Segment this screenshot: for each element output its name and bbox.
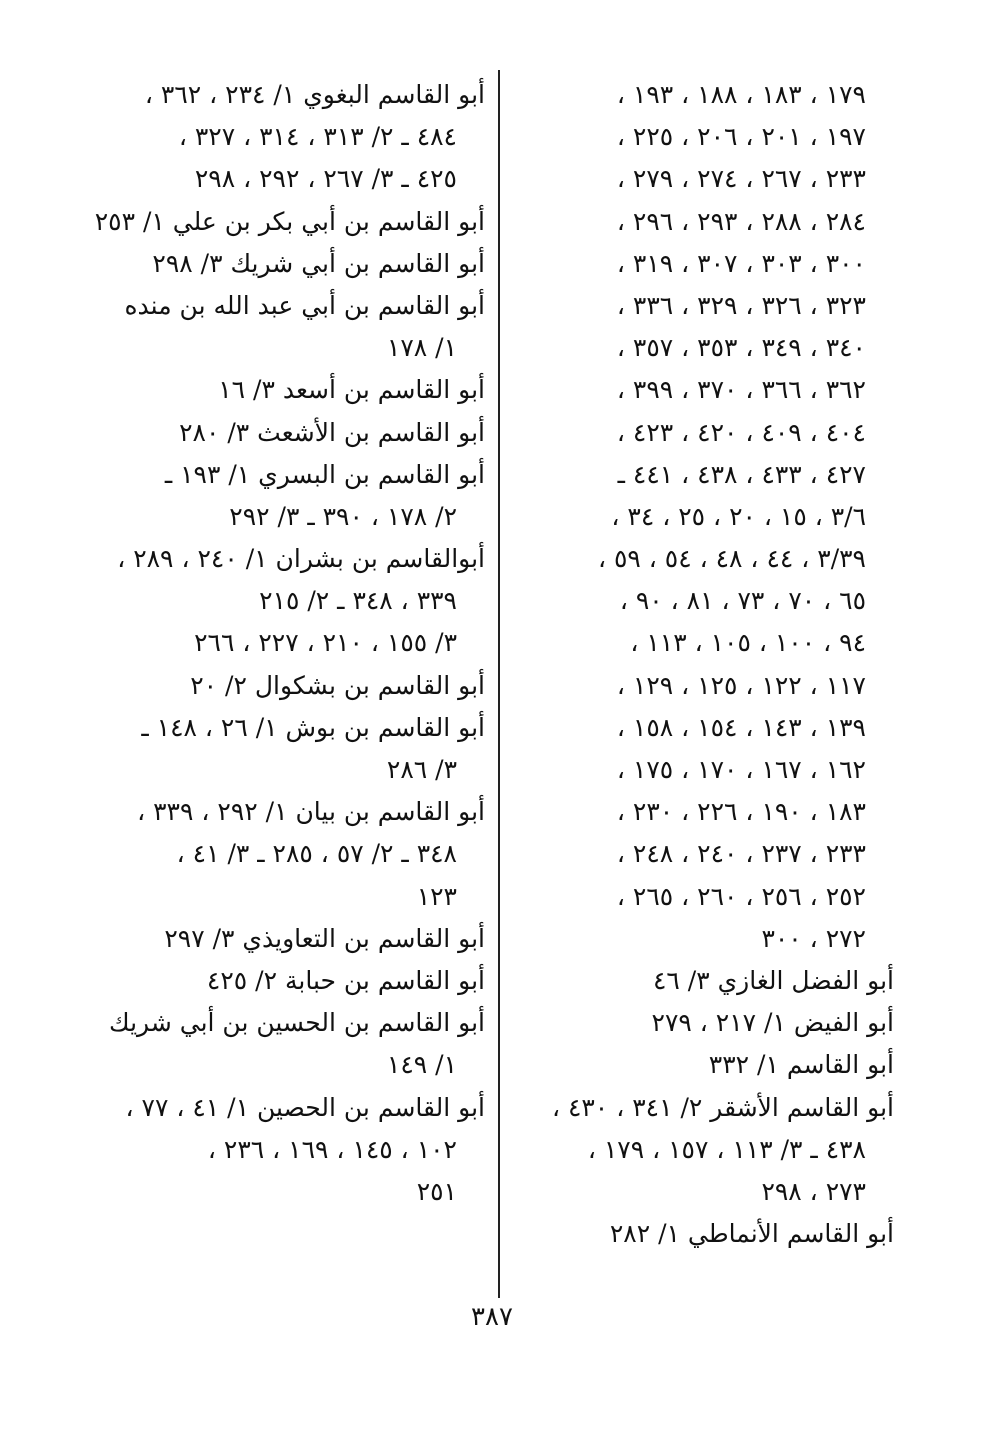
index-entry: أبو الفيض ١/ ٢١٧ ، ٢٧٩: [651, 1008, 894, 1038]
index-entry: أبو القاسم بن أبي عبد الله بن منده: [124, 290, 485, 320]
index-entry: أبو القاسم بن أسعد ٣/ ١٦: [218, 375, 485, 405]
index-line: ١/ ١٤٩: [386, 1050, 457, 1080]
index-entry: أبو القاسم بن بيان ١/ ٢٩٢ ، ٣٣٩ ،: [137, 797, 485, 827]
index-line: ٣/٦ ، ١٥ ، ٢٠ ، ٢٥ ، ٣٤ ،: [611, 501, 866, 531]
index-line: ٤٢٥ ـ ٣/ ٢٦٧ ، ٢٩٢ ، ٢٩٨: [194, 164, 457, 194]
index-line: ٣٣٩ ، ٣٤٨ ـ ٢/ ٢١٥: [259, 586, 457, 616]
index-entry: أبوالقاسم بن بشران ١/ ٢٤٠ ، ٢٨٩ ،: [117, 544, 485, 574]
index-entry: أبو القاسم ١/ ٣٣٢: [708, 1050, 894, 1080]
index-entry: أبو القاسم بن حبابة ٢/ ٤٢٥: [206, 965, 485, 995]
index-entry: أبو القاسم بن أبي شريك ٣/ ٢٩٨: [152, 248, 485, 278]
index-entry: أبو القاسم بن التعاويذي ٣/ ٢٩٧: [164, 923, 485, 953]
index-entry: أبو الفضل الغازي ٣/ ٤٦: [652, 965, 894, 995]
index-entry: أبو القاسم بن بوش ١/ ٢٦ ، ١٤٨ ـ: [141, 712, 485, 742]
index-line: ٦٥ ، ٧٠ ، ٧٣ ، ٨١ ، ٩٠ ،: [619, 586, 866, 616]
index-line: ١١٧ ، ١٢٢ ، ١٢٥ ، ١٢٩ ،: [616, 670, 866, 700]
index-line: ١٦٢ ، ١٦٧ ، ١٧٠ ، ١٧٥ ،: [616, 755, 866, 784]
index-line: ٢٣٣ ، ٢٣٧ ، ٢٤٠ ، ٢٤٨ ،: [616, 839, 866, 869]
index-line: ١٧٩ ، ١٨٣ ، ١٨٨ ، ١٩٣ ،: [616, 80, 866, 109]
index-line: ٣٦٢ ، ٣٦٦ ، ٣٧٠ ، ٣٩٩ ،: [616, 375, 866, 405]
index-line: ٣/٣٩ ، ٤٤ ، ٤٨ ، ٥٤ ، ٥٩ ،: [597, 544, 866, 574]
index-line: ٩٤ ، ١٠٠ ، ١٠٥ ، ١١٣ ،: [630, 628, 866, 658]
index-line: ٤٠٤ ، ٤٠٩ ، ٤٢٠ ، ٤٢٣ ،: [616, 417, 866, 447]
index-entry: أبو القاسم الأنماطي ١/ ٢٨٢: [609, 1219, 894, 1249]
index-line: ١٨٣ ، ١٩٠ ، ٢٢٦ ، ٢٣٠ ،: [616, 797, 866, 827]
index-line: ١٩٧ ، ٢٠١ ، ٢٠٦ ، ٢٢٥ ،: [616, 122, 866, 152]
index-line: ٢٨٤ ، ٢٨٨ ، ٢٩٣ ، ٢٩٦ ،: [616, 206, 866, 236]
index-entry: أبو القاسم الأشقر ٢/ ٣٤١ ، ٤٣٠ ،: [551, 1092, 894, 1122]
index-line: ١/ ١٧٨: [386, 333, 457, 363]
index-line: ٣٠٠ ، ٣٠٣ ، ٣٠٧ ، ٣١٩ ،: [616, 248, 866, 278]
page-number: ٣٨٧: [471, 1302, 513, 1332]
index-line: ٢/ ١٧٨ ، ٣٩٠ ـ ٣/ ٢٩٢: [229, 501, 457, 531]
index-line: ٣/ ٢٨٦: [386, 755, 457, 784]
right-index-column: [505, 74, 894, 1255]
index-line: ٤٣٨ ـ ٣/ ١١٣ ، ١٥٧ ، ١٧٩ ،: [587, 1134, 866, 1164]
column-divider: [498, 70, 500, 1298]
index-line: ١٣٩ ، ١٤٣ ، ١٥٤ ، ١٥٨ ،: [616, 712, 866, 742]
index-line: ٣٢٣ ، ٣٢٦ ، ٣٢٩ ، ٣٣٦ ،: [616, 290, 866, 320]
index-line: ٢٥٢ ، ٢٥٦ ، ٢٦٠ ، ٢٦٥ ،: [616, 881, 866, 911]
index-line: ٣٤٠ ، ٣٤٩ ، ٣٥٣ ، ٣٥٧ ،: [616, 333, 866, 363]
index-entry: أبو القاسم بن الحصين ١/ ٤١ ، ٧٧ ،: [125, 1092, 485, 1122]
index-entry: أبو القاسم بن الحسين بن أبي شريك: [109, 1008, 485, 1038]
left-index-column: [95, 74, 485, 1213]
index-line: ١٢٣: [416, 881, 457, 911]
index-entry: أبو القاسم بن بشكوال ٢/ ٢٠: [190, 670, 485, 700]
index-line: ٢٥١: [416, 1176, 457, 1206]
index-entry: أبو القاسم بن أبي بكر بن علي ١/ ٢٥٣: [94, 206, 485, 236]
index-line: ٤٢٧ ، ٤٣٣ ، ٤٣٨ ، ٤٤١ ـ: [617, 459, 866, 489]
index-entry: أبو القاسم بن البسري ١/ ١٩٣ ـ: [164, 459, 485, 489]
index-line: ٣٤٨ ـ ٢/ ٥٧ ، ٢٨٥ ـ ٣/ ٤١ ،: [176, 839, 457, 869]
index-entry: أبو القاسم البغوي ١/ ٢٣٤ ، ٣٦٢ ،: [144, 80, 485, 109]
index-line: ٤٨٤ ـ ٢/ ٣١٣ ، ٣١٤ ، ٣٢٧ ،: [178, 122, 457, 152]
index-line: ٢٣٣ ، ٢٦٧ ، ٢٧٤ ، ٢٧٩ ،: [616, 164, 866, 194]
index-line: ٣/ ١٥٥ ، ٢١٠ ، ٢٢٧ ، ٢٦٦: [194, 628, 457, 658]
index-line: ٢٧٣ ، ٢٩٨: [761, 1176, 866, 1206]
index-line: ٢٧٢ ، ٣٠٠: [761, 923, 866, 953]
index-line: ١٠٢ ، ١٤٥ ، ١٦٩ ، ٢٣٦ ،: [207, 1134, 457, 1164]
index-entry: أبو القاسم بن الأشعث ٣/ ٢٨٠: [179, 417, 485, 447]
